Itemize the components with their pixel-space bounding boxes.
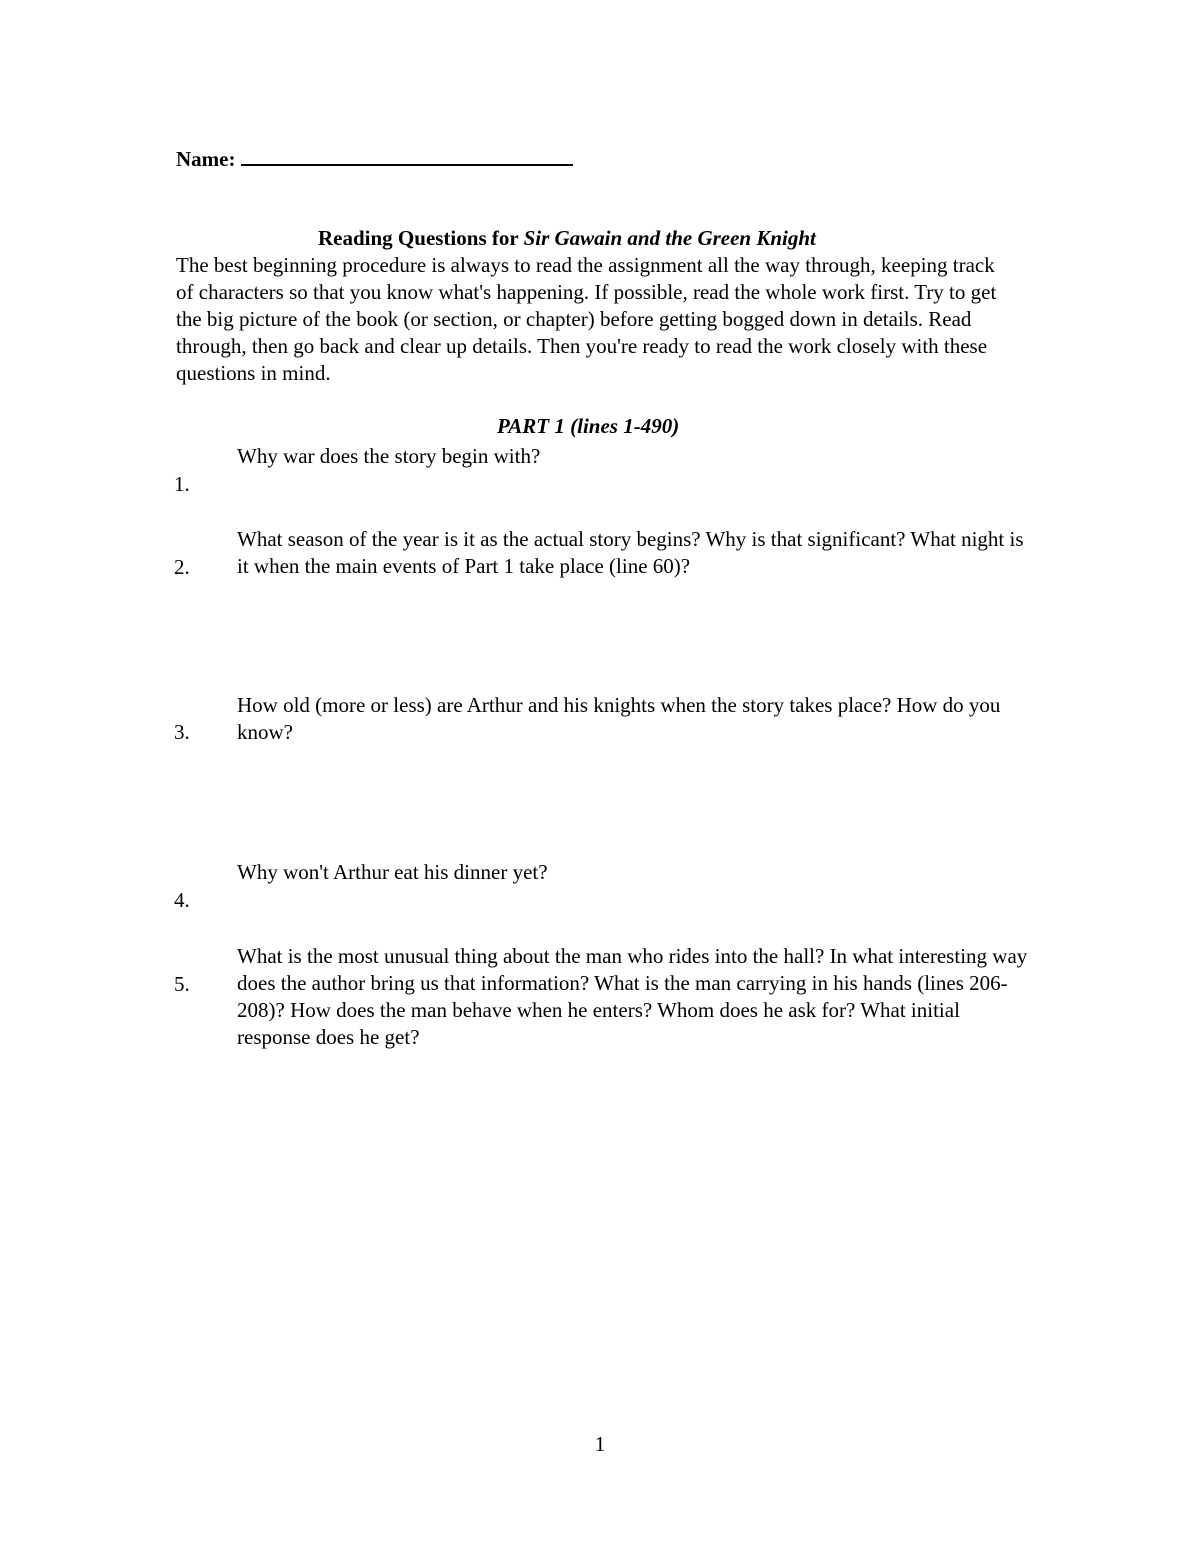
- name-blank-line: [241, 144, 573, 166]
- question-3-text: How old (more or less) are Arthur and his knights when the story takes place? How do you know?: [237, 693, 1001, 744]
- name-label: Name:: [176, 147, 236, 171]
- question-5-number: 5.: [174, 972, 190, 996]
- question-3-number: 3.: [174, 720, 190, 744]
- question-1-text: Why war does the story begin with?: [237, 444, 541, 468]
- question-5-text: What is the most unusual thing about the man who rides into the hall? In what interesting way does the author bring us that information? What is the man carrying in his hands (lines 206-208)? How does the man behave when he enters? Whom does he ask for? What initial response does he get?: [237, 944, 1028, 1049]
- document-title: [176, 225, 1138, 252]
- title-work: Sir Gawain and the Green Knight: [523, 226, 816, 250]
- question-2-number: 2.: [174, 555, 190, 579]
- question-1-number: 1.: [174, 472, 190, 496]
- question-4-number: 4.: [174, 888, 190, 912]
- intro-paragraph: The best beginning procedure is always to read the assignment all the way through, keeping track of characters so that you know what's happening. If possible, read the whole work first. Try to get the big picture of the book (or section, or chapter) before getting bogged down in details. Read through, then go back and clear up details. Then you're ready to read the work closely with these questions in mind.: [176, 253, 997, 385]
- question-2-text: What season of the year is it as the actual story begins? Why is that significant? What night is it when the main events of Part 1 take place (line 60)?: [237, 527, 1024, 578]
- page-number: 1: [594, 1432, 606, 1456]
- name-field-row: [176, 144, 573, 173]
- part-heading: PART 1 (lines 1-490): [497, 414, 680, 438]
- question-4-text: Why won't Arthur eat his dinner yet?: [237, 860, 548, 884]
- title-prefix: Reading Questions for: [318, 226, 524, 250]
